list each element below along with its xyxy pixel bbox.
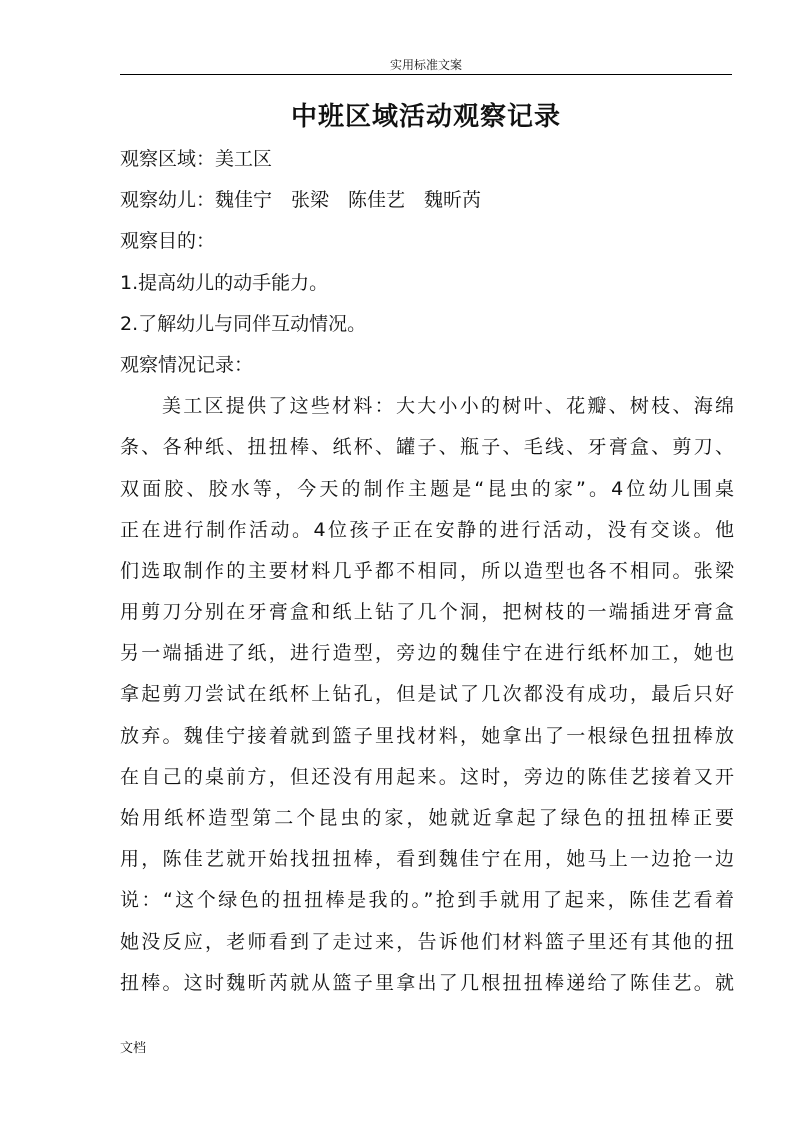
body-line: 始用纸杯造型第二个昆虫的家，她就近拿起了绿色的扭扭棒正要 [120, 807, 734, 829]
page-header: 实用标准文案 [389, 58, 462, 72]
body-line: 正在进行制作活动。4位孩子正在安静的进行活动，没有交谈。他 [120, 518, 734, 541]
field-purpose-label: 观察目的： [120, 230, 216, 253]
body-line: 放弃。魏佳宁接着就到篮子里找材料，她拿出了一根绿色扭扭棒放 [120, 724, 734, 747]
body-line: 在自己的桌前方，但还没有用起来。这时，旁边的陈佳艺接着又开 [120, 765, 734, 788]
field-record-label: 观察情况记录： [120, 353, 254, 376]
body-line: 双面胶、胶水等，今天的制作主题是“昆虫的家”。4位幼儿围桌 [120, 477, 734, 500]
body-line: 扭棒。这时魏昕芮就从篮子里拿出了几根扭扭棒递给了陈佳艺。就 [120, 971, 734, 994]
purpose-item-2: 2.了解幼儿与同伴互动情况。 [120, 312, 367, 335]
body-line: 用剪刀分别在牙膏盒和纸上钻了几个洞，把树枝的一端插进牙膏盒 [120, 601, 734, 624]
header-divider [120, 74, 732, 75]
document-body [120, 139, 734, 1004]
body-line: 条、各种纸、扭扭棒、纸杯、罐子、瓶子、毛线、牙膏盒、剪刀、 [120, 436, 734, 459]
purpose-item-1: 1.提高幼儿的动手能力。 [120, 271, 329, 294]
body-line: 说：“这个绿色的扭扭棒是我的。”抢到手就用了起来，陈佳艺看着 [120, 889, 734, 912]
body-line: 她没反应，老师看到了走过来，告诉他们材料篮子里还有其他的扭 [120, 930, 734, 953]
body-line: 美工区提供了这些材料：大大小小的树叶、花瓣、树枝、海绵 [162, 395, 734, 418]
body-line: 另一端插进了纸，进行造型，旁边的魏佳宁在进行纸杯加工，她也 [120, 642, 734, 665]
page-footer: 文档 [120, 1041, 147, 1056]
body-line: 用，陈佳艺就开始找扭扭棒，看到魏佳宁在用，她马上一边抢一边 [120, 848, 734, 871]
field-observation-area: 观察区域：美工区 [120, 148, 273, 170]
field-observed-children: 观察幼儿：魏佳宁 张梁 陈佳艺 魏昕芮 [120, 189, 482, 212]
document-title: 中班区域活动观察记录 [290, 102, 561, 132]
body-line: 们选取制作的主要材料几乎都不相同，所以造型也各不相同。张梁 [120, 559, 734, 582]
body-line: 拿起剪刀尝试在纸杯上钻孔，但是试了几次都没有成功，最后只好 [120, 683, 734, 706]
